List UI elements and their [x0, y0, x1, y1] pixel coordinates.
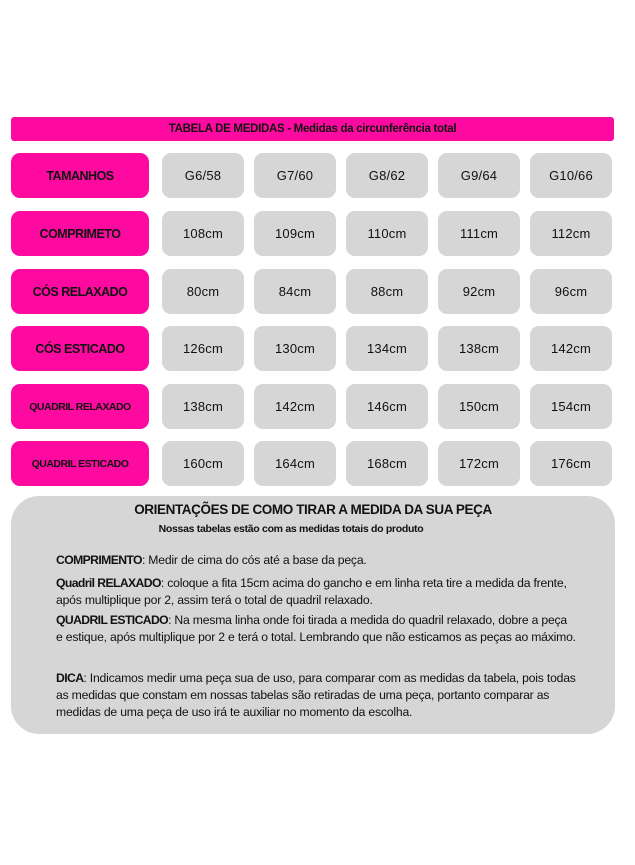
- row-label-cos-esticado: CÓS ESTICADO: [11, 326, 149, 371]
- guide-text: : Medir de cima do cós até a base da peça.: [141, 553, 367, 567]
- guide-term: DICA: [56, 671, 84, 685]
- guide-item-quadril-esticado: [56, 612, 576, 646]
- table-cell: 154cm: [530, 384, 612, 429]
- table-header: TABELA DE MEDIDAS - Medidas da circunferência total: [11, 117, 614, 141]
- table-cell: G7/60: [254, 153, 336, 198]
- table-cell: 112cm: [530, 211, 612, 256]
- guide-term: COMPRIMENTO: [56, 553, 142, 567]
- table-cell: G10/66: [530, 153, 612, 198]
- guide-text: : Indicamos medir uma peça sua de uso, para comparar com as medidas da tabela, pois todas as medidas que constam em nossas tabelas são retiradas de uma peça, portanto comparar as medidas de uma peça de uso irá te auxiliar no momento da escolha.: [56, 671, 576, 719]
- table-cell: 142cm: [530, 326, 612, 371]
- table-cell: 110cm: [346, 211, 428, 256]
- guide-title: ORIENTAÇÕES DE COMO TIRAR A MEDIDA DA SUA PEÇA: [134, 502, 492, 517]
- table-cell: G9/64: [438, 153, 520, 198]
- table-cell: G8/62: [346, 153, 428, 198]
- table-cell: 138cm: [438, 326, 520, 371]
- table-cell: 138cm: [162, 384, 244, 429]
- guide-text: : coloque a fita 15cm acima do gancho e em linha reta tire a medida da frente, após multiplique por 2, assim terá o total de quadril relaxado.: [56, 576, 567, 607]
- guide-item-quadril-relaxado: [56, 575, 576, 609]
- table-cell: 142cm: [254, 384, 336, 429]
- table-cell: 88cm: [346, 269, 428, 314]
- table-cell: 130cm: [254, 326, 336, 371]
- guide-term: QUADRIL ESTICADO: [56, 613, 169, 627]
- table-cell: 96cm: [530, 269, 612, 314]
- table-cell: G6/58: [162, 153, 244, 198]
- row-label-quadril-esticado: QUADRIL ESTICADO: [11, 441, 149, 486]
- table-cell: 134cm: [346, 326, 428, 371]
- table-cell: 111cm: [438, 211, 520, 256]
- row-label-quadril-relaxado: QUADRIL RELAXADO: [11, 384, 149, 429]
- table-cell: 80cm: [162, 269, 244, 314]
- guide-term: Quadril RELAXADO: [56, 576, 161, 590]
- row-label-tamanhos: TAMANHOS: [11, 153, 149, 198]
- table-cell: 108cm: [162, 211, 244, 256]
- guide-item-comprimento: [56, 552, 576, 569]
- table-cell: 172cm: [438, 441, 520, 486]
- table-cell: 126cm: [162, 326, 244, 371]
- table-cell: 160cm: [162, 441, 244, 486]
- table-cell: 84cm: [254, 269, 336, 314]
- row-label-cos-relaxado: CÓS RELAXADO: [11, 269, 149, 314]
- guide-subtitle: Nossas tabelas estão com as medidas totais do produto: [158, 523, 424, 535]
- table-cell: 109cm: [254, 211, 336, 256]
- table-cell: 168cm: [346, 441, 428, 486]
- table-cell: 164cm: [254, 441, 336, 486]
- table-cell: 146cm: [346, 384, 428, 429]
- guide-text: : Na mesma linha onde foi tirada a medida do quadril relaxado, dobre a peça e estique, após multiplique por 2 e terá o total. Lembrando que não esticamos as peças ao máximo.: [56, 613, 576, 644]
- row-label-comprimento: COMPRIMETO: [11, 211, 149, 256]
- table-cell: 176cm: [530, 441, 612, 486]
- measurement-guide: [11, 496, 615, 734]
- table-cell: 92cm: [438, 269, 520, 314]
- guide-item-dica: [56, 670, 576, 721]
- table-cell: 150cm: [438, 384, 520, 429]
